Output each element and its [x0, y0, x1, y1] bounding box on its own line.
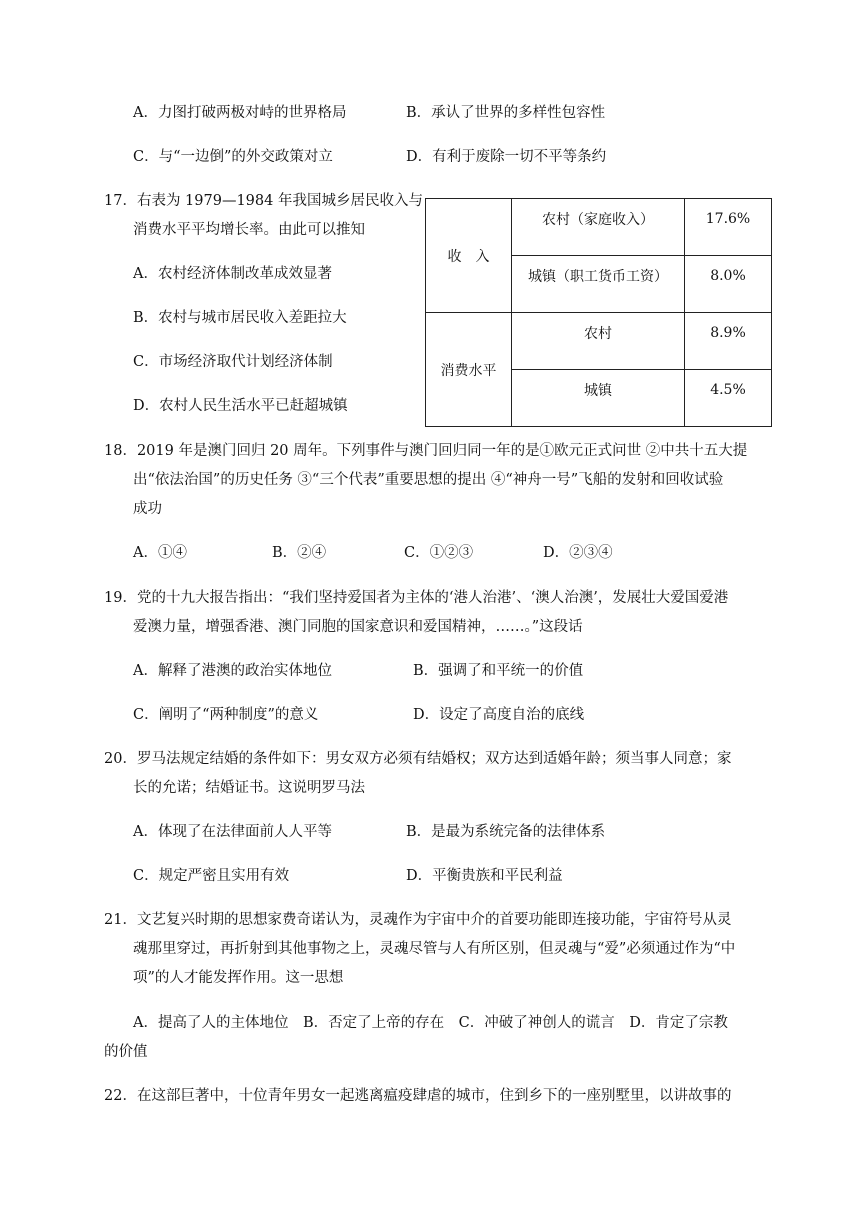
- q16-option-b: B．承认了世界的多样性包容性: [406, 105, 606, 121]
- q17-option-d: D．农村人民生活水平已赶超城镇: [133, 398, 348, 414]
- q17-option-c: C．市场经济取代计划经济体制: [133, 354, 333, 370]
- q20-option-d: D．平衡贵族和平民利益: [406, 868, 563, 884]
- q17-stem-line2: 消费水平平均增长率。由此可以推知: [133, 222, 365, 238]
- q17-option-a: A．农村经济体制改革成效显著: [133, 266, 332, 282]
- q20-stem-line2: 长的允诺；结婚证书。这说明罗马法: [133, 780, 365, 796]
- q21-options: A．提高了人的主体地位 B．否定了上帝的存在 C．冲破了神创人的谎言 D．肯定了宗教: [133, 1015, 728, 1031]
- rural-income-value: 17.6%: [685, 199, 772, 256]
- q18-option-c: C．①②③: [404, 545, 474, 561]
- urban-consumption-value: 4.5%: [685, 370, 772, 427]
- rural-consumption-value: 8.9%: [685, 313, 772, 370]
- urban-income-value: 8.0%: [685, 256, 772, 313]
- q19-stem-line2: 爱澳力量，增强香港、澳门同胞的国家意识和爱国精神，……。”这段话: [133, 619, 583, 635]
- q17-option-b: B．农村与城市居民收入差距拉大: [133, 310, 347, 326]
- urban-income-label: 城镇（职工货币工资）: [512, 256, 685, 313]
- q20-option-c: C．规定严密且实用有效: [133, 868, 290, 884]
- q17-data-table: [425, 198, 772, 427]
- q17-stem-line1: 17．右表为 1979—1984 年我国城乡居民收入与: [104, 193, 423, 209]
- q16-option-c: C．与“一边倒”的外交政策对立: [133, 149, 333, 165]
- consumption-label: 消费水平: [426, 313, 512, 427]
- q19-option-c: C．阐明了“两种制度”的意义: [133, 707, 319, 723]
- q20-option-a: A．体现了在法律面前人人平等: [133, 824, 332, 840]
- q20-stem-line1: 20．罗马法规定结婚的条件如下：男女双方必须有结婚权；双方达到适婚年龄；须当事人同意；家: [104, 751, 732, 767]
- q21-stem-line1: 21．文艺复兴时期的思想家费奇诺认为，灵魂作为宇宙中介的首要功能即连接功能，宇宙符号从灵: [104, 912, 732, 928]
- rural-income-label: 农村（家庭收入）: [512, 199, 685, 256]
- q21-options-continued: 的价值: [104, 1044, 148, 1060]
- q19-option-b: B．强调了和平统一的价值: [413, 663, 584, 679]
- income-label: 收 入: [426, 199, 512, 313]
- q16-option-d: D．有利于废除一切不平等条约: [406, 149, 607, 165]
- q18-option-d: D．②③④: [543, 545, 613, 561]
- q18-stem-line1: 18．2019 年是澳门回归 20 周年。下列事件与澳门回归同一年的是①欧元正式问世 ②中共十五大提: [104, 443, 748, 459]
- q19-option-a: A．解释了港澳的政治实体地位: [133, 663, 332, 679]
- q18-option-b: B．②④: [272, 545, 327, 561]
- q19-stem-line1: 19．党的十九大报告指出：“我们坚持爱国者为主体的‘港人治港’、‘澳人治澳’，发展壮大爱国爱港: [104, 590, 729, 606]
- q20-option-b: B．是最为系统完备的法律体系: [406, 824, 606, 840]
- q22-stem-line1: 22．在这部巨著中，十位青年男女一起逃离瘟疫肆虐的城市，住到乡下的一座别墅里，以讲故事的: [104, 1088, 732, 1104]
- q21-stem-line3: 项”的人才能发挥作用。这一思想: [133, 970, 344, 986]
- q19-option-d: D．设定了高度自治的底线: [413, 707, 585, 723]
- q18-stem-line2: 出“依法治国”的历史任务 ③“三个代表”重要思想的提出 ④“神舟一号”飞船的发射和回收试验: [133, 472, 724, 488]
- q21-stem-line2: 魂那里穿过，再折射到其他事物之上，灵魂尽管与人有所区别，但灵魂与“爱”必须通过作为“中: [133, 941, 736, 957]
- rural-consumption-label: 农村: [512, 313, 685, 370]
- q18-option-a: A．①④: [133, 545, 187, 561]
- q18-stem-line3: 成功: [133, 501, 162, 517]
- q16-option-a: A．力图打破两极对峙的世界格局: [133, 105, 347, 121]
- urban-consumption-label: 城镇: [512, 370, 685, 427]
